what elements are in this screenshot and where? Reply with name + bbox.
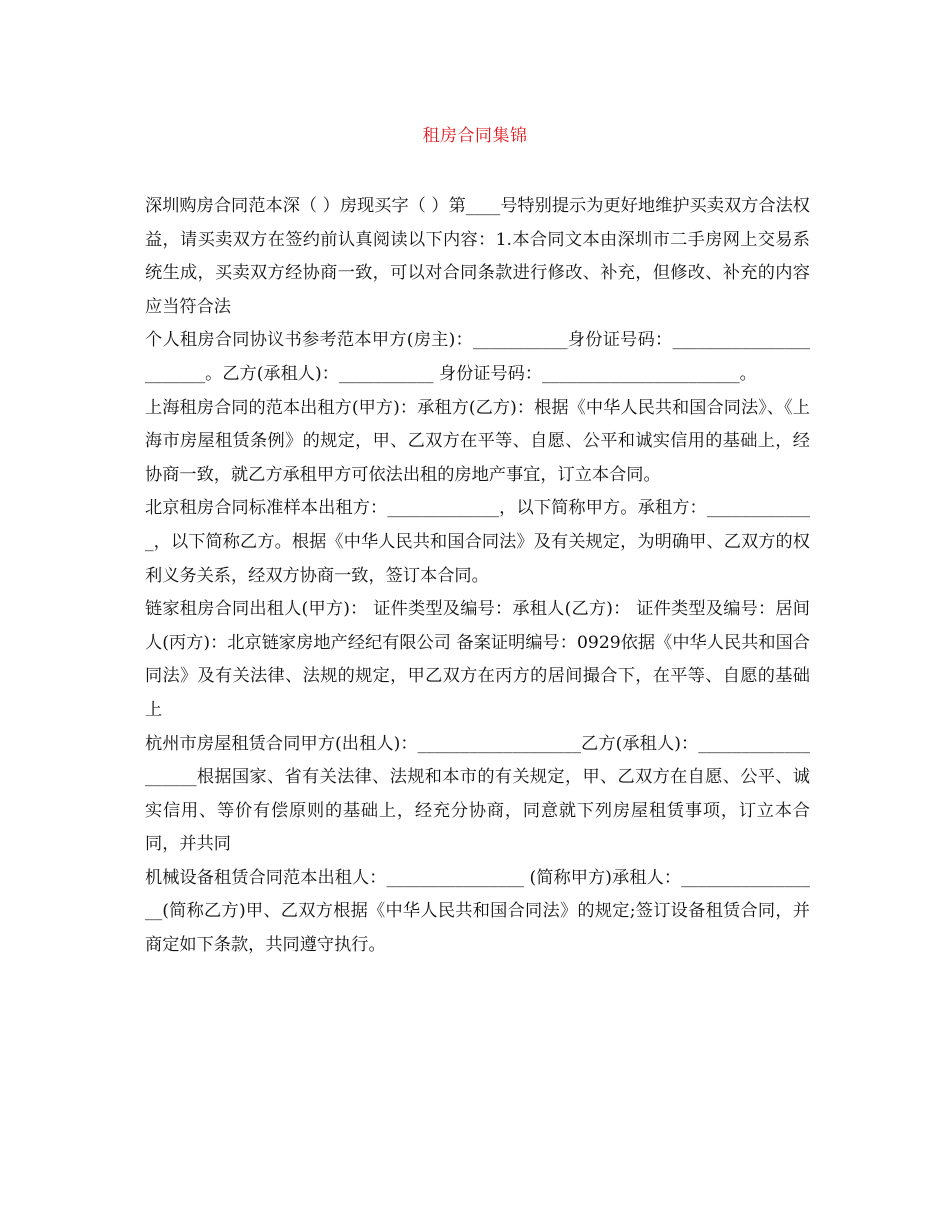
- paragraph-shenzhen-purchase: 深圳购房合同范本深（ ）房现买字（ ）第____号特别提示为更好地维护买卖双方合法权益，请买卖双方在签约前认真阅读以下内容：1.本合同文本由深圳市二手房网上交易系统生成，买卖双方经协商一致，可以对合同条款进行修改、补充，但修改、补充的内容应当符合法: [145, 196, 810, 317]
- paragraph-equipment-lease: 机械设备租赁合同范本出租人：________________ (简称甲方)承租人：_________________(简称乙方)甲、乙双方根据《中华人民共和国合同法》的规定;签订设备租赁合同，并商定如下条款，共同遵守执行。: [145, 867, 810, 956]
- document-title: 租房合同集锦: [422, 126, 528, 146]
- paragraph-hangzhou-rental: 杭州市房屋租赁合同甲方(出租人)：___________________乙方(承租人)：___________________根据国家、省有关法律、法规和本市的有关规定，甲、乙双方在自愿、公平、诚实信用、等价有偿原则的基础上，经充分协商，同意就下列房屋租赁事项，订立本合同，并共同: [145, 733, 810, 855]
- document-body: [145, 190, 810, 963]
- paragraph-shanghai-rental: 上海租房合同的范本出租方(甲方)：承租方(乙方)：根据《中华人民共和国合同法》、《上海市房屋租赁条例》的规定，甲、乙双方在平等、自愿、公平和诚实信用的基础上，经协商一致，就乙方承租甲方可依法出租的房地产事宜，订立本合同。: [145, 397, 810, 485]
- paragraph-lianjia-rental: 链家租房合同出租人(甲方)： 证件类型及编号：承租人(乙方)： 证件类型及编号：居间人(丙方)：北京链家房地产经纪有限公司 备案证明编号：0929依据《中华人民共和国合同法》及有关法律、法规的规定，甲乙双方在丙方的居间撮合下，在平等、自愿的基础上: [145, 599, 810, 720]
- paragraph-personal-rental: 个人租房合同协议书参考范本甲方(房主)：___________身份证号码：_______________________。乙方(承租人)：___________ 身份证号码：_______________________。: [145, 330, 810, 384]
- paragraph-beijing-rental: 北京租房合同标准样本出租方：_____________，以下简称甲方。承租方：_____________，以下简称乙方。根据《中华人民共和国合同法》及有关规定，为明确甲、乙双方的权利义务关系，经双方协商一致，签订本合同。: [145, 498, 810, 586]
